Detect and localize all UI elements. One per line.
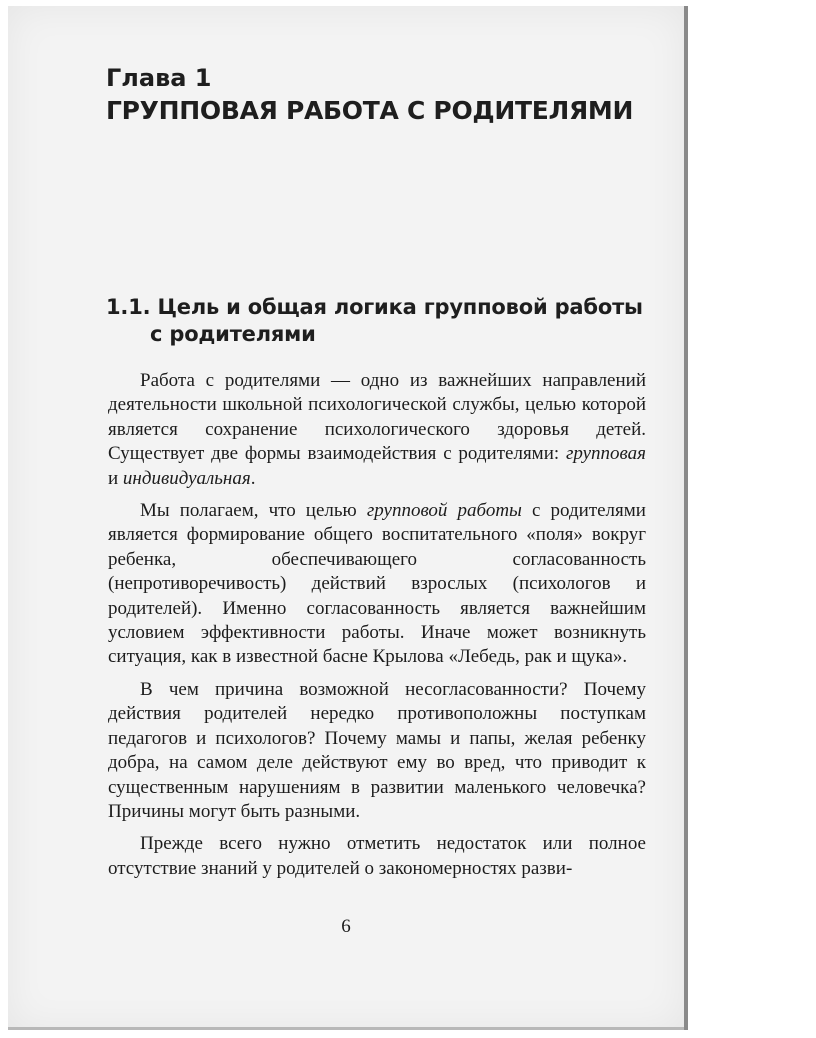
paragraph-text: и: [108, 467, 123, 489]
paragraph: [108, 678, 646, 824]
paragraph: [108, 499, 646, 670]
paragraph-text: .: [250, 467, 256, 489]
page-edge: [8, 1027, 684, 1030]
paragraph: [108, 369, 646, 491]
section-title: [106, 294, 646, 348]
chapter-title: ГРУППОВАЯ РАБОТА С РОДИТЕЛЯМИ: [106, 96, 634, 125]
emphasis-text: групповой работы: [366, 500, 522, 522]
chapter-label: Глава 1: [106, 64, 212, 92]
body-text: [108, 369, 646, 889]
section-title-line2: с родителями: [150, 322, 316, 346]
section-title-line1: 1.1. Цель и общая логика групповой работы: [106, 295, 643, 319]
paragraph-text: Работа с родителями — одно из важнейших направлений деятельности школьной психологической службы, целью которой является сохранение психологического здоровья детей. Существует две формы взаимодействия с родителями:: [108, 370, 646, 465]
emphasis-text: индивидуальная: [122, 467, 251, 489]
book-page: [8, 6, 688, 1030]
chapter-heading: [106, 62, 633, 128]
paragraph-text: Прежде всего нужно отметить недостаток или полное отсутствие знаний у родителей о закономерностях разви-: [108, 833, 646, 879]
paragraph-text: с родителями является формирование общего воспитательного «поля» вокруг ребенка, обеспечивающего согласованность (непротиворечивость) действий взрослых (психологов и родителей). Именно согласованность является важнейшим условием эффективности работы. Иначе может возникнуть ситуация, как в известной басне Крылова «Лебедь, рак и щука».: [108, 500, 646, 668]
paragraph-text: Мы полагаем, что целью: [140, 500, 367, 522]
emphasis-text: групповая: [565, 443, 646, 465]
page-number: 6: [341, 916, 351, 937]
paragraph: [108, 832, 646, 881]
paragraph-text: В чем причина возможной несогласованности? Почему действия родителей нередко противоположны поступкам педагогов и психологов? Почему мамы и папы, желая ребенку добра, на самом деле действуют ему во вред, что приводит к существенным нарушениям в развитии маленького человечка? Причины могут быть разными.: [108, 678, 646, 822]
